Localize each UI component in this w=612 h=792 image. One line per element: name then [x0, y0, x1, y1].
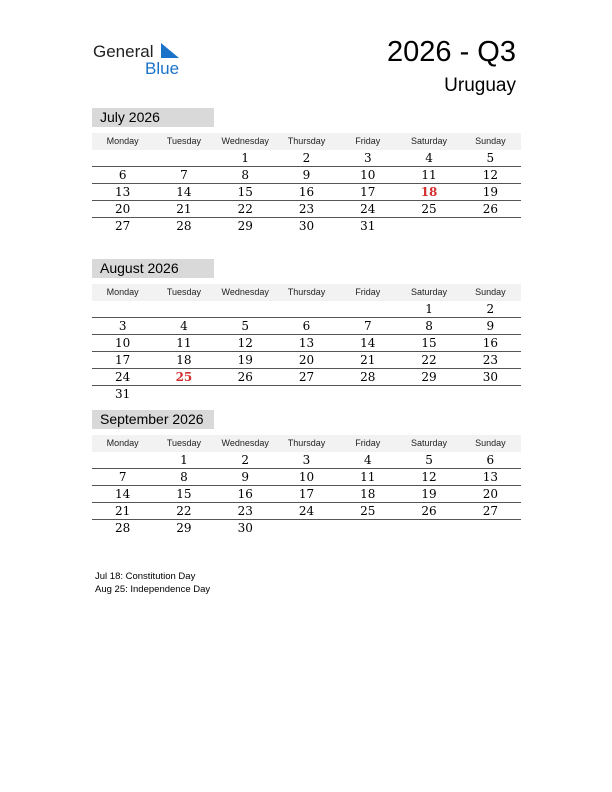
day-cell	[276, 520, 337, 536]
day-cell: 22	[176, 504, 192, 518]
day-cell: 20	[298, 353, 315, 367]
day-cell	[337, 301, 398, 317]
weekday-label: Tuesday	[166, 287, 202, 297]
day-cell	[276, 301, 337, 317]
day-cell: 13	[298, 336, 315, 350]
day-cell: 2	[486, 302, 495, 316]
day-cell: 25	[421, 202, 437, 216]
week-row	[92, 486, 521, 503]
day-cell: 31	[360, 219, 376, 233]
day-cell	[153, 301, 214, 317]
day-cell: 10	[115, 336, 131, 350]
day-cell: 8	[241, 168, 250, 182]
day-cell: 27	[482, 504, 498, 518]
day-cell	[215, 301, 276, 317]
day-cell: 16	[298, 185, 315, 199]
day-cell: 1	[241, 151, 250, 165]
weekday-label: Monday	[106, 136, 139, 146]
day-cell	[215, 386, 276, 402]
day-cell	[153, 150, 214, 166]
day-cell: 5	[486, 151, 495, 165]
month-name: August 2026	[92, 259, 214, 278]
day-cell: 8	[180, 470, 188, 484]
day-cell: 7	[118, 470, 127, 484]
holiday-notes	[95, 570, 210, 596]
weekday-header	[92, 435, 521, 452]
week-row	[92, 184, 521, 201]
day-cell: 24	[115, 370, 131, 384]
weekday-label: Thursday	[287, 136, 326, 146]
day-cell: 11	[360, 470, 376, 484]
weekday-label: Saturday	[411, 287, 448, 297]
day-cell: 16	[482, 336, 498, 350]
month-july	[92, 108, 521, 234]
week-row	[92, 386, 521, 402]
day-cell: 7	[363, 319, 372, 333]
day-cell: 9	[241, 470, 250, 484]
day-cell: 26	[237, 370, 253, 384]
day-cell	[398, 520, 459, 536]
day-cell: 6	[486, 453, 495, 467]
day-cell: 14	[176, 185, 192, 199]
day-cell: 8	[425, 319, 433, 333]
day-cell: 28	[176, 219, 192, 233]
day-cell: 1	[180, 453, 188, 467]
weekday-label: Friday	[355, 287, 381, 297]
day-cell: 10	[298, 470, 315, 484]
week-row	[92, 167, 521, 184]
day-cell	[460, 218, 521, 234]
day-cell: 19	[421, 487, 437, 501]
day-cell: 9	[302, 168, 311, 182]
weekday-label: Thursday	[287, 287, 326, 297]
day-cell	[337, 386, 398, 402]
day-cell: 4	[425, 151, 433, 165]
weekday-label: Wednesday	[221, 136, 269, 146]
day-cell: 7	[180, 168, 188, 182]
day-cell: 29	[176, 521, 192, 535]
day-cell: 24	[360, 202, 376, 216]
day-cell: 27	[298, 370, 315, 384]
page-title: 2026 - Q3	[387, 36, 516, 68]
day-cell: 28	[360, 370, 376, 384]
holiday-day-cell: 18	[420, 185, 438, 199]
day-cell: 6	[118, 168, 127, 182]
day-cell: 4	[180, 319, 188, 333]
day-cell	[153, 386, 214, 402]
month-name: July 2026	[92, 108, 214, 127]
weekday-label: Wednesday	[221, 438, 269, 448]
weekday-label: Friday	[355, 136, 381, 146]
weekday-label: Wednesday	[221, 287, 269, 297]
week-row	[92, 369, 521, 386]
day-cell: 16	[237, 487, 253, 501]
weekday-label: Saturday	[411, 438, 448, 448]
day-cell	[92, 452, 153, 468]
day-cell	[337, 520, 398, 536]
day-cell: 23	[298, 202, 315, 216]
day-cell: 18	[360, 487, 376, 501]
day-cell: 15	[237, 185, 253, 199]
day-cell: 23	[237, 504, 253, 518]
weekday-label: Tuesday	[166, 136, 202, 146]
day-cell: 19	[237, 353, 253, 367]
day-cell: 17	[360, 185, 376, 199]
day-cell: 24	[298, 504, 315, 518]
month-september	[92, 410, 521, 536]
holiday-day-cell: 25	[175, 370, 193, 384]
day-cell: 9	[486, 319, 495, 333]
day-cell: 27	[115, 219, 131, 233]
day-cell: 2	[241, 453, 250, 467]
day-cell: 5	[425, 453, 433, 467]
day-cell: 12	[482, 168, 498, 182]
week-row	[92, 318, 521, 335]
week-row	[92, 452, 521, 469]
week-row	[92, 335, 521, 352]
day-cell: 12	[237, 336, 253, 350]
weekday-label: Sunday	[475, 438, 506, 448]
day-cell	[92, 301, 153, 317]
weekday-label: Monday	[106, 287, 139, 297]
weekday-header	[92, 133, 521, 150]
logo-word-blue: Blue	[145, 59, 180, 78]
week-row	[92, 469, 521, 486]
day-cell: 2	[302, 151, 311, 165]
day-cell: 3	[118, 319, 127, 333]
day-cell: 31	[115, 387, 131, 401]
day-cell	[460, 520, 521, 536]
holiday-note: Aug 25: Independence Day	[95, 584, 211, 595]
weekday-label: Thursday	[287, 438, 326, 448]
day-cell: 29	[237, 219, 253, 233]
week-row	[92, 503, 521, 520]
day-cell: 30	[237, 521, 253, 535]
week-row	[92, 218, 521, 234]
day-cell: 18	[176, 353, 192, 367]
day-cell: 19	[482, 185, 498, 199]
weekday-label: Monday	[106, 438, 139, 448]
month-august	[92, 259, 521, 402]
day-cell: 12	[421, 470, 437, 484]
day-cell: 15	[421, 336, 437, 350]
day-cell: 11	[421, 168, 437, 182]
weekday-label: Sunday	[475, 287, 506, 297]
day-cell: 14	[360, 336, 376, 350]
day-cell: 14	[115, 487, 131, 501]
week-row	[92, 150, 521, 167]
logo-word-general: General	[93, 42, 154, 61]
day-cell: 25	[360, 504, 376, 518]
day-cell: 17	[298, 487, 315, 501]
weekday-label: Sunday	[475, 136, 506, 146]
day-cell: 15	[176, 487, 192, 501]
logo-triangle-icon	[159, 43, 181, 59]
country-name: Uruguay	[444, 75, 516, 96]
week-row	[92, 520, 521, 536]
day-cell: 6	[302, 319, 311, 333]
day-cell: 20	[115, 202, 131, 216]
weekday-label: Friday	[355, 438, 381, 448]
day-cell: 21	[115, 504, 131, 518]
holiday-note: Jul 18: Constitution Day	[95, 571, 196, 582]
day-cell: 3	[302, 453, 311, 467]
weekday-label: Tuesday	[166, 438, 202, 448]
day-cell: 29	[421, 370, 437, 384]
day-cell: 11	[176, 336, 192, 350]
week-row	[92, 352, 521, 369]
day-cell: 30	[298, 219, 315, 233]
day-cell: 22	[237, 202, 253, 216]
day-cell	[398, 386, 459, 402]
day-cell: 13	[482, 470, 498, 484]
day-cell: 3	[363, 151, 372, 165]
day-cell: 21	[360, 353, 376, 367]
logo	[93, 42, 193, 78]
weekday-label: Saturday	[411, 136, 448, 146]
day-cell: 4	[363, 453, 372, 467]
day-cell: 21	[176, 202, 192, 216]
day-cell: 28	[115, 521, 131, 535]
week-row	[92, 201, 521, 218]
weekday-header	[92, 284, 521, 301]
day-cell: 26	[421, 504, 437, 518]
day-cell: 30	[482, 370, 498, 384]
day-cell: 5	[241, 319, 250, 333]
day-cell: 17	[115, 353, 131, 367]
week-row	[92, 301, 521, 318]
day-cell: 23	[482, 353, 498, 367]
day-cell: 26	[482, 202, 498, 216]
day-cell: 1	[425, 302, 433, 316]
day-cell: 20	[482, 487, 498, 501]
month-name: September 2026	[92, 410, 214, 429]
day-cell	[276, 386, 337, 402]
day-cell: 10	[360, 168, 376, 182]
day-cell: 22	[421, 353, 437, 367]
day-cell	[92, 150, 153, 166]
day-cell	[460, 386, 521, 402]
day-cell	[398, 218, 459, 234]
day-cell: 13	[115, 185, 131, 199]
